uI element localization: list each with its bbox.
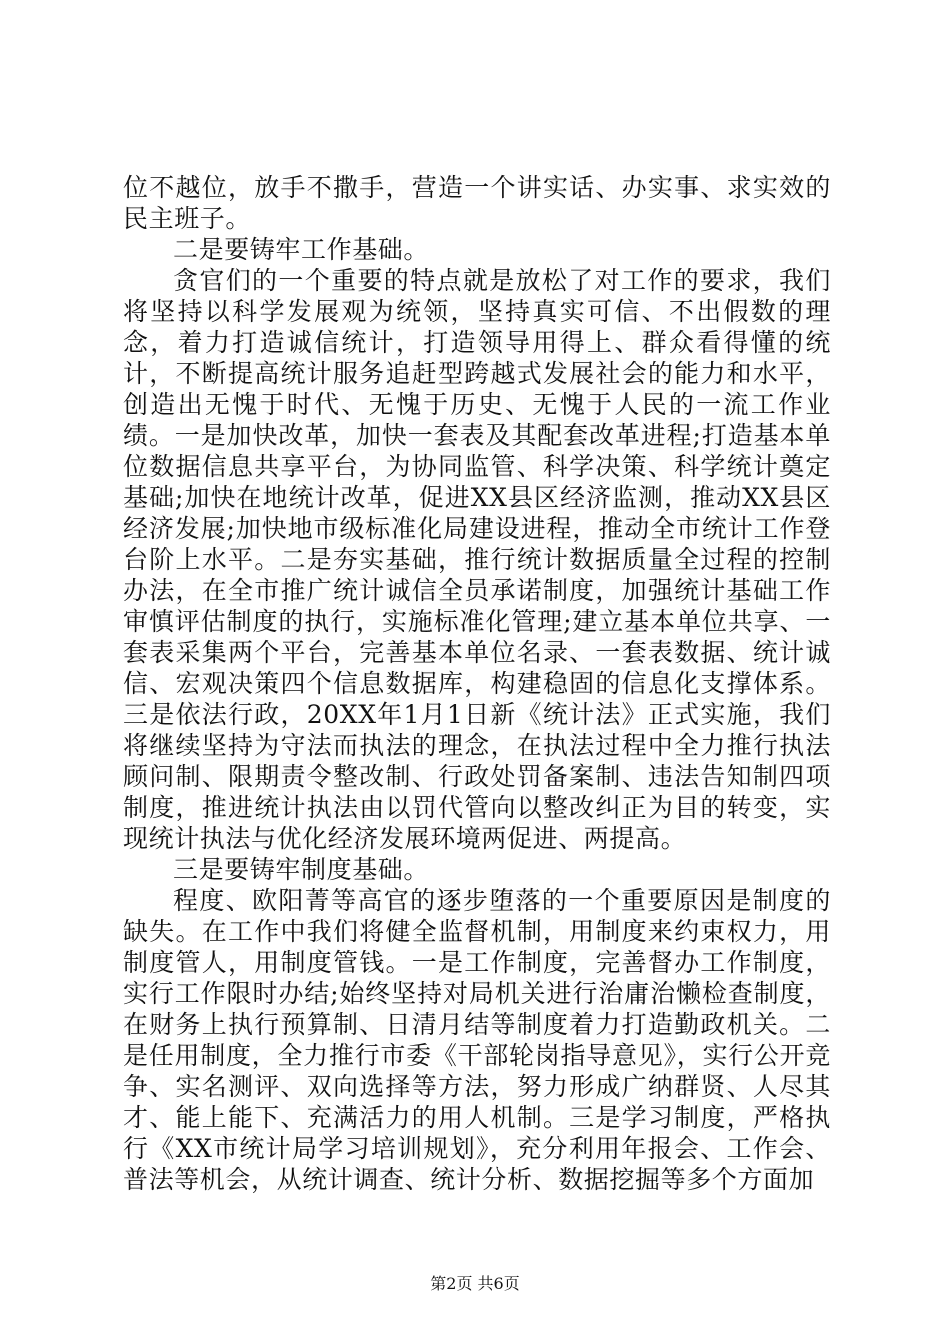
paragraph-system-foundation: 程度、欧阳菁等高官的逐步堕落的一个重要原因是制度的缺失。在工作中我们将健全监督机制，用制度来约束权力，用制度管人，用制度管钱。一是工作制度，完善督办工作制度，实行工作限时办结;始终坚持对局机关进行治庸治懒检查制度，在财务上执行预算制、日清月结等制度着力打造勤政机关。二是任用制度，全力推行市委《干部轮岗指导意见》，实行公开竞争、实名测评、双向选择等方法，努力形成广纳群贤、人尽其才、能上能下、充满活力的用人机制。三是学习制度，严格执行《XX市统计局学习培训规划》，充分利用年报会、工作会、普法等机会，从统计调查、统计分析、数据挖掘等多个方面加 xyxy=(123,886,831,1194)
heading-work-foundation: 二是要铸牢工作基础。 xyxy=(173,235,430,264)
paragraph-work-foundation: 贪官们的一个重要的特点就是放松了对工作的要求，我们将坚持以科学发展观为统领，坚持真实可信、不出假数的理念，着力打造诚信统计，打造领导用得上、群众看得懂的统计，不断提高统计服务追赶型跨越式发展社会的能力和水平，创造出无愧于时代、无愧于历史、无愧于人民的一流工作业绩。一是加快改革，加快一套表及其配套改革进程;打造基本单位数据信息共享平台，为协同监管、科学决策、科学统计奠定基础;加快在地统计改革，促进XX县区经济监测，推动XX县区经济发展;加快地市级标准化局建设进程，推动全市统计工作登台阶上水平。二是夯实基础，推行统计数据质量全过程的控制办法，在全市推广统计诚信全员承诺制度，加强统计基础工作审慎评估制度的执行，实施标准化管理;建立基本单位共享、一套表采集两个平台，完善基本单位名录、一套表数据、统计诚信、宏观决策四个信息数据库，构建稳固的信息化支撑体系。三是依法行政，20XX年1月1日新《统计法》正式实施，我们将继续坚持为守法而执法的理念，在执法过程中全力推行执法顾问制、限期责令整改制、行政处罚备案制、违法告知制四项制度，推进统计执法由以罚代管向以整改纠正为目的转变，实现统计执法与优化经济发展环境两促进、两提高。 xyxy=(123,266,831,853)
heading-system-foundation: 三是要铸牢制度基础。 xyxy=(173,855,430,884)
paragraph-continuation: 位不越位，放手不撒手，营造一个讲实话、办实事、求实效的民主班子。 xyxy=(123,173,831,233)
page-footer: 第2页 共6页 xyxy=(430,1274,520,1293)
body-text xyxy=(123,172,831,1195)
